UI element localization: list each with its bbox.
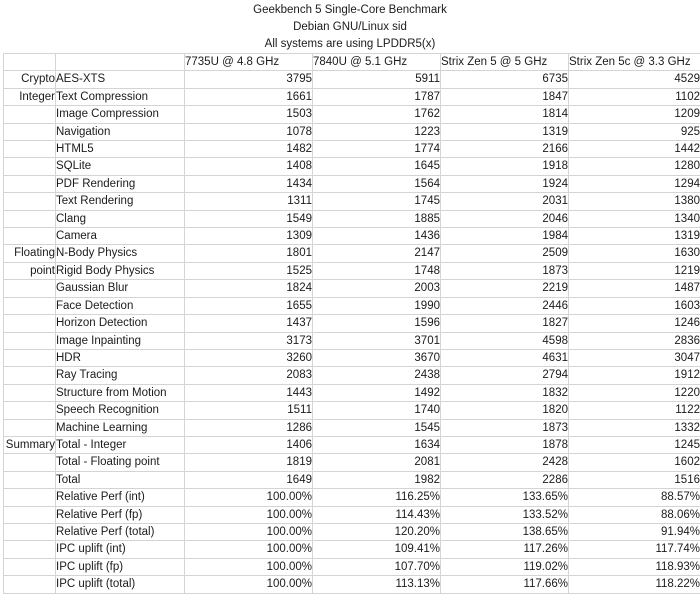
score-cell: 100.00% [185, 506, 313, 523]
column-header-row [4, 54, 700, 71]
category-cell [4, 506, 56, 523]
score-cell: 1745 [313, 193, 441, 210]
table-body [4, 71, 700, 593]
test-name-cell: SQLite [56, 158, 185, 175]
category-cell [4, 158, 56, 175]
test-name-cell: Total [56, 471, 185, 488]
score-cell: 1487 [569, 280, 700, 297]
score-cell: 3701 [313, 332, 441, 349]
score-cell: 100.00% [185, 576, 313, 593]
score-cell: 1319 [569, 228, 700, 245]
score-cell: 1885 [313, 210, 441, 227]
score-cell: 1437 [185, 315, 313, 332]
score-cell: 1984 [441, 228, 569, 245]
table-row [4, 523, 700, 540]
score-cell: 1924 [441, 175, 569, 192]
table-row [4, 576, 700, 593]
header-empty-test-cell [56, 54, 185, 71]
score-cell: 1078 [185, 123, 313, 140]
score-cell: 2166 [441, 141, 569, 158]
category-cell [4, 402, 56, 419]
score-cell: 1824 [185, 280, 313, 297]
category-cell [4, 349, 56, 366]
score-cell: 1982 [313, 471, 441, 488]
column-header-strix-zen5: Strix Zen 5 @ 5 GHz [441, 54, 569, 71]
table-row [4, 245, 700, 262]
score-cell: 1832 [441, 384, 569, 401]
score-cell: 1649 [185, 471, 313, 488]
score-cell: 1443 [185, 384, 313, 401]
score-cell: 116.25% [313, 489, 441, 506]
test-name-cell: Relative Perf (total) [56, 523, 185, 540]
score-cell: 1223 [313, 123, 441, 140]
score-cell: 100.00% [185, 489, 313, 506]
score-cell: 100.00% [185, 523, 313, 540]
score-cell: 1878 [441, 436, 569, 453]
category-cell [4, 297, 56, 314]
category-cell [4, 106, 56, 123]
score-cell: 2794 [441, 367, 569, 384]
table-row [4, 106, 700, 123]
score-cell: 118.93% [569, 558, 700, 575]
table-row [4, 158, 700, 175]
category-cell [4, 193, 56, 210]
score-cell: 1630 [569, 245, 700, 262]
test-name-cell: Structure from Motion [56, 384, 185, 401]
score-cell: 1340 [569, 210, 700, 227]
score-cell: 2509 [441, 245, 569, 262]
table-row [4, 558, 700, 575]
test-name-cell: Speech Recognition [56, 402, 185, 419]
category-cell: point [4, 262, 56, 279]
table-row [4, 315, 700, 332]
score-cell: 1311 [185, 193, 313, 210]
score-cell: 3047 [569, 349, 700, 366]
score-cell: 1774 [313, 141, 441, 158]
category-cell [4, 558, 56, 575]
score-cell: 1912 [569, 367, 700, 384]
score-cell: 133.65% [441, 489, 569, 506]
score-cell: 1748 [313, 262, 441, 279]
test-name-cell: HDR [56, 349, 185, 366]
category-cell [4, 541, 56, 558]
score-cell: 1319 [441, 123, 569, 140]
score-cell: 1873 [441, 262, 569, 279]
score-cell: 3173 [185, 332, 313, 349]
score-cell: 2081 [313, 454, 441, 471]
score-cell: 100.00% [185, 558, 313, 575]
test-name-cell: Face Detection [56, 297, 185, 314]
column-header-7735u: 7735U @ 4.8 GHz [185, 54, 313, 71]
category-cell [4, 489, 56, 506]
table-row [4, 88, 700, 105]
category-cell [4, 523, 56, 540]
score-cell: 1787 [313, 88, 441, 105]
table-row [4, 349, 700, 366]
column-header-7840u: 7840U @ 5.1 GHz [313, 54, 441, 71]
score-cell: 1603 [569, 297, 700, 314]
column-header-strix-zen5c: Strix Zen 5c @ 3.3 GHz [569, 54, 700, 71]
test-name-cell: Relative Perf (int) [56, 489, 185, 506]
category-cell: Crypto [4, 71, 56, 88]
score-cell: 1294 [569, 175, 700, 192]
category-cell [4, 576, 56, 593]
test-name-cell: Image Compression [56, 106, 185, 123]
table-row [4, 506, 700, 523]
score-cell: 2046 [441, 210, 569, 227]
table-row [4, 193, 700, 210]
sheet-title: Geekbench 5 Single-Core Benchmark [253, 4, 447, 16]
test-name-cell: PDF Rendering [56, 175, 185, 192]
score-cell: 1503 [185, 106, 313, 123]
score-cell: 2446 [441, 297, 569, 314]
score-cell: 133.52% [441, 506, 569, 523]
score-cell: 1602 [569, 454, 700, 471]
test-name-cell: Machine Learning [56, 419, 185, 436]
table-row [4, 419, 700, 436]
score-cell: 1661 [185, 88, 313, 105]
score-cell: 4529 [569, 71, 700, 88]
table-row [4, 454, 700, 471]
score-cell: 1482 [185, 141, 313, 158]
score-cell: 1219 [569, 262, 700, 279]
category-cell [4, 315, 56, 332]
category-cell: Integer [4, 88, 56, 105]
category-cell [4, 471, 56, 488]
score-cell: 925 [569, 123, 700, 140]
score-cell: 88.57% [569, 489, 700, 506]
category-cell [4, 384, 56, 401]
score-cell: 117.66% [441, 576, 569, 593]
score-cell: 1102 [569, 88, 700, 105]
test-name-cell: IPC uplift (fp) [56, 558, 185, 575]
category-cell [4, 123, 56, 140]
test-name-cell: Text Rendering [56, 193, 185, 210]
score-cell: 88.06% [569, 506, 700, 523]
score-cell: 119.02% [441, 558, 569, 575]
score-cell: 1762 [313, 106, 441, 123]
score-cell: 1436 [313, 228, 441, 245]
score-cell: 2219 [441, 280, 569, 297]
score-cell: 1122 [569, 402, 700, 419]
category-cell [4, 454, 56, 471]
table-row [4, 367, 700, 384]
score-cell: 109.41% [313, 541, 441, 558]
table-row [4, 541, 700, 558]
test-name-cell: Navigation [56, 123, 185, 140]
category-cell [4, 175, 56, 192]
category-cell [4, 367, 56, 384]
test-name-cell: Rigid Body Physics [56, 262, 185, 279]
score-cell: 138.65% [441, 523, 569, 540]
test-name-cell: IPC uplift (int) [56, 541, 185, 558]
category-cell [4, 141, 56, 158]
score-cell: 1492 [313, 384, 441, 401]
test-name-cell: Gaussian Blur [56, 280, 185, 297]
score-cell: 4598 [441, 332, 569, 349]
score-cell: 1827 [441, 315, 569, 332]
score-cell: 1814 [441, 106, 569, 123]
score-cell: 1442 [569, 141, 700, 158]
score-cell: 2147 [313, 245, 441, 262]
table-row [4, 280, 700, 297]
table-row [4, 297, 700, 314]
test-name-cell: Camera [56, 228, 185, 245]
test-name-cell: Total - Integer [56, 436, 185, 453]
score-cell: 1655 [185, 297, 313, 314]
table-row [4, 332, 700, 349]
score-cell: 1511 [185, 402, 313, 419]
score-cell: 3795 [185, 71, 313, 88]
test-name-cell: Image Inpainting [56, 332, 185, 349]
score-cell: 117.74% [569, 541, 700, 558]
score-cell: 100.00% [185, 541, 313, 558]
category-cell [4, 280, 56, 297]
score-cell: 91.94% [569, 523, 700, 540]
score-cell: 1545 [313, 419, 441, 436]
test-name-cell: N-Body Physics [56, 245, 185, 262]
score-cell: 1918 [441, 158, 569, 175]
test-name-cell: AES-XTS [56, 71, 185, 88]
benchmark-table [3, 53, 700, 594]
test-name-cell: Relative Perf (fp) [56, 506, 185, 523]
score-cell: 5911 [313, 71, 441, 88]
table-row [4, 210, 700, 227]
sheet-subtitle-memory: All systems are using LPDDR5(x) [264, 38, 436, 50]
score-cell: 1246 [569, 315, 700, 332]
score-cell: 1209 [569, 106, 700, 123]
score-cell: 1873 [441, 419, 569, 436]
table-row [4, 384, 700, 401]
score-cell: 3670 [313, 349, 441, 366]
score-cell: 1564 [313, 175, 441, 192]
table-row [4, 123, 700, 140]
score-cell: 1549 [185, 210, 313, 227]
score-cell: 2083 [185, 367, 313, 384]
score-cell: 1645 [313, 158, 441, 175]
score-cell: 2428 [441, 454, 569, 471]
score-cell: 1406 [185, 436, 313, 453]
table-row [4, 262, 700, 279]
table-row [4, 175, 700, 192]
score-cell: 1525 [185, 262, 313, 279]
score-cell: 2836 [569, 332, 700, 349]
category-cell [4, 419, 56, 436]
table-row [4, 141, 700, 158]
test-name-cell: HTML5 [56, 141, 185, 158]
score-cell: 2003 [313, 280, 441, 297]
score-cell: 1634 [313, 436, 441, 453]
score-cell: 1847 [441, 88, 569, 105]
score-cell: 2286 [441, 471, 569, 488]
table-row [4, 71, 700, 88]
score-cell: 1309 [185, 228, 313, 245]
score-cell: 1820 [441, 402, 569, 419]
header-empty-category-cell [4, 54, 56, 71]
score-cell: 1434 [185, 175, 313, 192]
sheet-subtitle-os: Debian GNU/Linux sid [293, 21, 407, 33]
score-cell: 1280 [569, 158, 700, 175]
category-cell [4, 228, 56, 245]
table-row [4, 402, 700, 419]
score-cell: 117.26% [441, 541, 569, 558]
test-name-cell: Ray Tracing [56, 367, 185, 384]
score-cell: 1516 [569, 471, 700, 488]
score-cell: 113.13% [313, 576, 441, 593]
score-cell: 2031 [441, 193, 569, 210]
score-cell: 1990 [313, 297, 441, 314]
score-cell: 114.43% [313, 506, 441, 523]
table-row [4, 489, 700, 506]
category-cell: Summary [4, 436, 56, 453]
category-cell [4, 210, 56, 227]
table-row [4, 471, 700, 488]
score-cell: 1332 [569, 419, 700, 436]
test-name-cell: Clang [56, 210, 185, 227]
category-cell [4, 332, 56, 349]
category-cell: Floating [4, 245, 56, 262]
score-cell: 1801 [185, 245, 313, 262]
sheet-title-block [0, 0, 700, 53]
score-cell: 1245 [569, 436, 700, 453]
score-cell: 6735 [441, 71, 569, 88]
score-cell: 120.20% [313, 523, 441, 540]
score-cell: 1408 [185, 158, 313, 175]
test-name-cell: IPC uplift (total) [56, 576, 185, 593]
score-cell: 1286 [185, 419, 313, 436]
test-name-cell: Text Compression [56, 88, 185, 105]
score-cell: 1740 [313, 402, 441, 419]
score-cell: 1596 [313, 315, 441, 332]
table-row [4, 228, 700, 245]
table-row [4, 436, 700, 453]
score-cell: 2438 [313, 367, 441, 384]
score-cell: 1220 [569, 384, 700, 401]
score-cell: 1819 [185, 454, 313, 471]
score-cell: 118.22% [569, 576, 700, 593]
score-cell: 4631 [441, 349, 569, 366]
score-cell: 1380 [569, 193, 700, 210]
score-cell: 3260 [185, 349, 313, 366]
test-name-cell: Horizon Detection [56, 315, 185, 332]
test-name-cell: Total - Floating point [56, 454, 185, 471]
score-cell: 107.70% [313, 558, 441, 575]
